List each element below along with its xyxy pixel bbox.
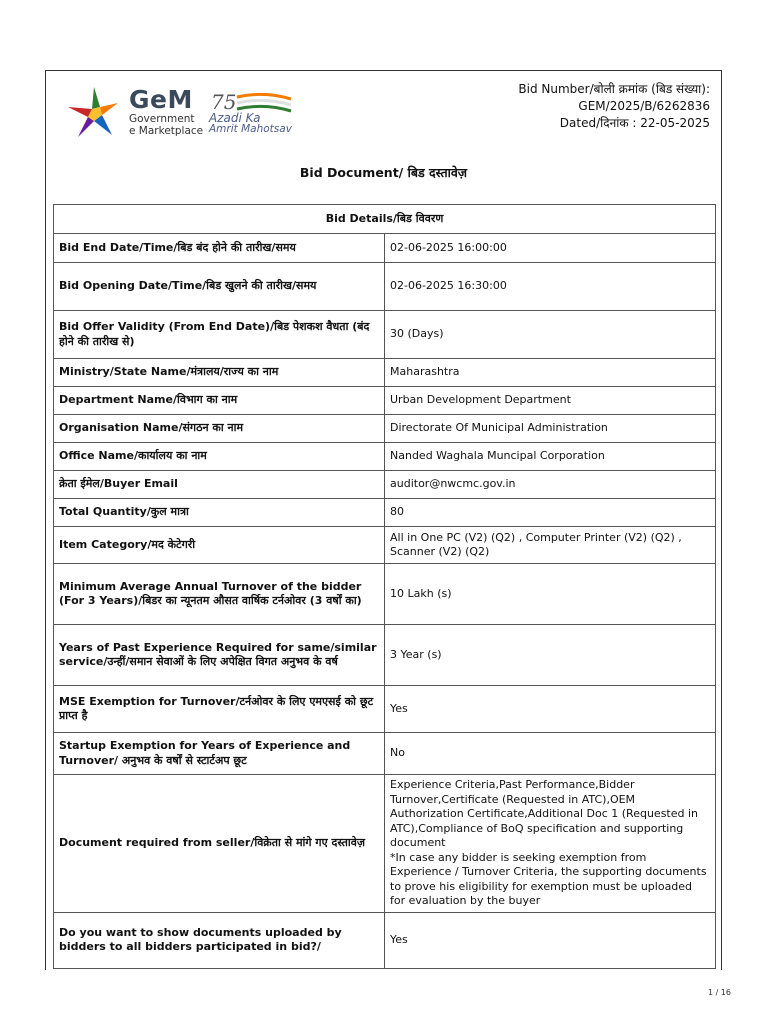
gem-logo-text	[129, 87, 203, 137]
azadi-text: Azadi Ka	[209, 111, 261, 125]
table-row	[54, 686, 716, 733]
row-value: 02-06-2025 16:00:00	[385, 234, 716, 263]
row-label: Minimum Average Annual Turnover of the bidder (For 3 Years)/बिडर का न्यूनतम औसत वार्षिक टर्नओवर (3 वर्षों का)	[54, 564, 385, 625]
page-number: 1 / 16	[707, 988, 731, 997]
row-value: All in One PC (V2) (Q2) , Computer Printer (V2) (Q2) , Scanner (V2) (Q2)	[385, 527, 716, 564]
row-label: Ministry/State Name/मंत्रालय/राज्य का नाम	[54, 359, 385, 387]
row-value: auditor@nwcmc.gov.in	[385, 471, 716, 499]
bid-number-label: Bid Number/बोली क्रमांक (बिड संख्या):	[518, 82, 710, 96]
row-value: Urban Development Department	[385, 387, 716, 415]
row-label: Organisation Name/संगठन का नाम	[54, 415, 385, 443]
row-label: Bid End Date/Time/बिड बंद होने की तारीख/समय	[54, 234, 385, 263]
document-title: Bid Document/ बिड दस्तावेज़	[299, 165, 468, 180]
row-value: Nanded Waghala Muncipal Corporation	[385, 443, 716, 471]
row-label: Bid Offer Validity (From End Date)/बिड पेशकश वैधता (बंद होने की तारीख से)	[54, 311, 385, 359]
row-value: Directorate Of Municipal Administration	[385, 415, 716, 443]
gem-subtitle-2: e Marketplace	[129, 125, 204, 137]
table-row	[54, 311, 716, 359]
dated-label: Dated/दिनांक : 22-05-2025	[559, 116, 710, 130]
table-row	[54, 359, 716, 387]
header	[46, 71, 721, 201]
bid-meta	[518, 81, 710, 132]
azadi-ka-amrit-mahotsav-logo	[209, 91, 299, 136]
row-label: Office Name/कार्यालय का नाम	[54, 443, 385, 471]
row-label: Total Quantity/कुल मात्रा	[54, 499, 385, 527]
row-label: Years of Past Experience Required for same/similar service/उन्हीं/समान सेवाओं के लिए अपेक्षित विगत अनुभव के वर्ष	[54, 625, 385, 686]
table-row	[54, 625, 716, 686]
svg-text:75: 75	[211, 91, 237, 113]
table-row	[54, 263, 716, 311]
row-label: Do you want to show documents uploaded by bidders to all bidders participated in bid?/	[54, 912, 385, 968]
page-frame	[45, 70, 722, 970]
bid-number: GEM/2025/B/6262836	[578, 99, 710, 113]
table-row	[54, 415, 716, 443]
table-row	[54, 775, 716, 913]
gem-title: GeM	[129, 85, 193, 114]
row-value: Yes	[385, 912, 716, 968]
amrit-mahotsav-text: Amrit Mahotsav	[209, 123, 292, 135]
row-label: Department Name/विभाग का नाम	[54, 387, 385, 415]
table-row	[54, 471, 716, 499]
row-value: 10 Lakh (s)	[385, 564, 716, 625]
table-row	[54, 499, 716, 527]
table-heading-row	[54, 205, 716, 234]
row-label: Startup Exemption for Years of Experience and Turnover/ अनुभव के वर्षों से स्टार्टअप छूट	[54, 733, 385, 775]
row-value: 3 Year (s)	[385, 625, 716, 686]
row-label: Item Category/मद केटेगरी	[54, 527, 385, 564]
flag-75-icon	[209, 91, 299, 113]
table-row	[54, 234, 716, 263]
row-value: Maharashtra	[385, 359, 716, 387]
bid-details-table	[53, 204, 716, 969]
row-value: 30 (Days)	[385, 311, 716, 359]
table-row	[54, 733, 716, 775]
row-value: No	[385, 733, 716, 775]
table-row	[54, 527, 716, 564]
table-row	[54, 443, 716, 471]
gem-subtitle-1: Government	[129, 113, 195, 125]
table-row	[54, 912, 716, 968]
table-heading: Bid Details/बिड विवरण	[54, 205, 716, 234]
row-label: MSE Exemption for Turnover/टर्नओवर के लिए एमएसई को छूट प्राप्त है	[54, 686, 385, 733]
row-label: क्रेता ईमेल/Buyer Email	[54, 471, 385, 499]
table-row	[54, 387, 716, 415]
row-value: Yes	[385, 686, 716, 733]
table-row	[54, 564, 716, 625]
row-label: Document required from seller/विक्रेता से मांगे गए दस्तावेज़	[54, 775, 385, 913]
row-value: Experience Criteria,Past Performance,Bidder Turnover,Certificate (Requested in ATC),OEM Authorization Certificate,Additional Doc 1 (Requested in ATC),Compliance of BoQ specification and supporting document *In case any bidder is seeking exemption from Experience / Turnover Criteria, the supporting documents to prove his eligibility for exemption must be uploaded for evaluation by the buyer	[385, 775, 716, 913]
row-value: 80	[385, 499, 716, 527]
row-label: Bid Opening Date/Time/बिड खुलने की तारीख/समय	[54, 263, 385, 311]
row-value: 02-06-2025 16:30:00	[385, 263, 716, 311]
